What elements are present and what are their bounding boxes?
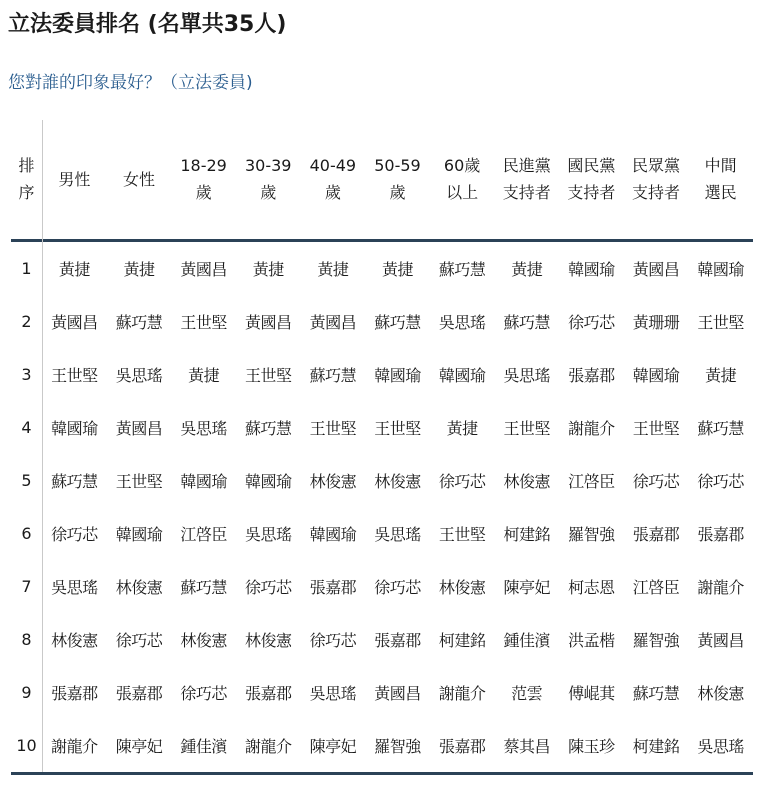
legislator-name-cell: 徐巧芯 <box>180 683 227 703</box>
legislator-name-cell: 吳思瑤 <box>374 524 421 544</box>
legislator-name-cell: 蘇巧慧 <box>51 471 98 491</box>
rank-number: 3 <box>21 364 32 384</box>
legislator-name-cell: 王世堅 <box>51 365 98 385</box>
legislator-name-cell: 黃國昌 <box>51 312 98 332</box>
column-header-line: 支持者 <box>502 183 551 203</box>
table-row <box>11 666 753 719</box>
column-header-line: 18-29 <box>180 156 227 176</box>
legislator-name-cell: 吳思瑤 <box>244 524 292 544</box>
column-header-line: 30-39 <box>244 156 292 176</box>
legislator-name-cell: 韓國瑜 <box>244 471 292 491</box>
legislator-name-cell: 王世堅 <box>438 524 486 544</box>
legislator-name-cell: 徐巧芯 <box>568 312 615 332</box>
legislator-name-cell: 韓國瑜 <box>438 365 486 385</box>
legislator-name-cell: 蘇巧慧 <box>244 418 292 438</box>
legislator-name-cell: 黃捷 <box>511 259 543 279</box>
column-header-line: 國民黨 <box>567 156 616 176</box>
legislator-name-cell: 韓國瑜 <box>51 418 98 438</box>
legislator-name-cell: 徐巧芯 <box>309 630 357 650</box>
legislator-name-cell: 韓國瑜 <box>568 259 615 279</box>
legislator-name-cell: 徐巧芯 <box>697 471 744 491</box>
rank-number: 2 <box>21 311 32 331</box>
column-header-line: 40-49 <box>309 156 357 176</box>
legislator-name-cell: 黃國昌 <box>632 259 680 279</box>
legislator-name-cell: 徐巧芯 <box>632 471 680 491</box>
legislator-name-cell: 張嘉郡 <box>115 683 163 703</box>
legislator-name-cell: 張嘉郡 <box>244 683 292 703</box>
legislator-name-cell: 吳思瑤 <box>180 418 227 438</box>
legislator-name-cell: 吳思瑤 <box>503 365 550 385</box>
column-header <box>171 120 236 240</box>
legislator-name-cell: 蘇巧慧 <box>115 312 163 332</box>
legislator-name-cell: 蘇巧慧 <box>632 683 680 703</box>
legislator-name-cell: 蘇巧慧 <box>438 259 486 279</box>
legislator-name-cell: 王世堅 <box>503 418 550 438</box>
table-row <box>11 454 753 507</box>
column-header-line: 支持者 <box>631 183 680 203</box>
legislator-name-cell: 陳亭妃 <box>301 719 366 774</box>
column-header <box>365 120 430 240</box>
legislator-name-cell: 謝龍介 <box>697 577 744 597</box>
column-header-line: 排 <box>18 156 35 176</box>
legislator-name-cell: 柯建銘 <box>503 524 550 544</box>
legislator-name-cell: 徐巧芯 <box>374 577 421 597</box>
column-header <box>688 120 753 240</box>
column-header <box>624 120 689 240</box>
column-header <box>301 120 366 240</box>
column-header-line: 民眾黨 <box>631 156 680 176</box>
column-header-line: 歲 <box>389 183 406 203</box>
legislator-name-cell: 黃珊珊 <box>632 312 680 332</box>
legislator-name-cell: 黃國昌 <box>244 312 292 332</box>
legislator-name-cell: 林俊憲 <box>180 630 227 650</box>
legislator-name-cell: 江啓臣 <box>180 524 227 544</box>
ranking-table-container <box>11 120 753 775</box>
legislator-name-cell: 陳玉珍 <box>559 719 624 774</box>
legislator-name-cell: 王世堅 <box>180 312 227 332</box>
rank-number: 4 <box>21 417 32 437</box>
legislator-name-cell: 傅崐萁 <box>568 683 615 703</box>
column-header-line: 女性 <box>122 169 155 189</box>
legislator-name-cell: 吳思瑤 <box>688 719 753 774</box>
legislator-name-cell: 林俊憲 <box>115 577 163 597</box>
legislator-name-cell: 吳思瑤 <box>115 365 163 385</box>
legislator-name-cell: 柯志恩 <box>568 577 615 597</box>
table-row <box>11 295 753 348</box>
legislator-name-cell: 韓國瑜 <box>180 471 227 491</box>
legislator-name-cell: 陳亭妃 <box>503 577 550 597</box>
table-row <box>11 240 753 295</box>
legislator-name-cell: 范雲 <box>511 683 543 703</box>
legislator-name-cell: 蘇巧慧 <box>309 365 357 385</box>
legislator-name-cell: 黃捷 <box>381 259 413 279</box>
legislator-name-cell: 蔡其昌 <box>494 719 559 774</box>
legislator-name-cell: 蘇巧慧 <box>503 312 550 332</box>
legislator-name-cell: 林俊憲 <box>244 630 292 650</box>
legislator-name-cell: 黃捷 <box>705 365 737 385</box>
legislator-name-cell: 江啓臣 <box>632 577 680 597</box>
legislator-name-cell: 吳思瑤 <box>309 683 357 703</box>
page-title: 立法委員排名 (名單共35人) <box>8 12 287 37</box>
legislator-name-cell: 羅智強 <box>632 630 680 650</box>
table-row <box>11 613 753 666</box>
legislator-name-cell: 徐巧芯 <box>438 471 486 491</box>
subtitle: 您對誰的印象最好？（立法委員) <box>8 73 253 93</box>
legislator-name-cell: 羅智強 <box>568 524 615 544</box>
legislator-name-cell: 張嘉郡 <box>430 719 495 774</box>
column-header-line: 選民 <box>704 183 737 203</box>
legislator-name-cell: 徐巧芯 <box>244 577 292 597</box>
legislator-name-cell: 徐巧芯 <box>51 524 98 544</box>
legislator-name-cell: 王世堅 <box>374 418 421 438</box>
legislator-name-cell: 王世堅 <box>632 418 680 438</box>
legislator-name-cell: 韓國瑜 <box>374 365 421 385</box>
legislator-name-cell: 張嘉郡 <box>697 524 744 544</box>
legislator-name-cell: 黃國昌 <box>374 683 421 703</box>
legislator-name-cell: 洪孟楷 <box>568 630 615 650</box>
legislator-name-cell: 張嘉郡 <box>632 524 680 544</box>
legislator-name-cell: 張嘉郡 <box>51 683 98 703</box>
column-header-line: 歲 <box>324 183 341 203</box>
legislator-name-cell: 韓國瑜 <box>115 524 163 544</box>
legislator-name-cell: 謝龍介 <box>236 719 301 774</box>
legislator-name-cell: 吳思瑤 <box>438 312 486 332</box>
legislator-name-cell: 黃國昌 <box>115 418 163 438</box>
column-header-line: 支持者 <box>567 183 616 203</box>
legislator-name-cell: 黃國昌 <box>697 630 744 650</box>
column-header <box>559 120 624 240</box>
rank-column-divider <box>42 120 43 772</box>
rank-number: 9 <box>21 682 32 702</box>
legislator-name-cell: 韓國瑜 <box>632 365 680 385</box>
column-header <box>107 120 172 240</box>
legislator-name-cell: 王世堅 <box>244 365 292 385</box>
legislator-name-cell: 林俊憲 <box>51 630 98 650</box>
legislator-name-cell: 林俊憲 <box>503 471 550 491</box>
legislator-name-cell: 徐巧芯 <box>115 630 163 650</box>
column-header-line: 歲 <box>195 183 212 203</box>
header-row <box>11 120 753 240</box>
legislator-name-cell: 鍾佳濱 <box>171 719 236 774</box>
table-row <box>11 560 753 613</box>
legislator-name-cell: 韓國瑜 <box>697 259 744 279</box>
legislator-name-cell: 謝龍介 <box>438 683 486 703</box>
legislator-name-cell: 張嘉郡 <box>374 630 421 650</box>
column-header-line: 民進黨 <box>502 156 551 176</box>
legislator-name-cell: 王世堅 <box>309 418 357 438</box>
legislator-name-cell: 黃捷 <box>446 418 478 438</box>
column-header <box>236 120 301 240</box>
legislator-name-cell: 黃捷 <box>123 259 155 279</box>
column-header <box>42 120 107 240</box>
legislator-name-cell: 鍾佳濱 <box>503 630 550 650</box>
header-rank <box>11 120 42 240</box>
legislator-name-cell: 王世堅 <box>697 312 744 332</box>
legislator-name-cell: 陳亭妃 <box>107 719 172 774</box>
table-row <box>11 507 753 560</box>
table-body <box>11 240 753 773</box>
legislator-name-cell: 蘇巧慧 <box>697 418 744 438</box>
rank-number: 6 <box>21 523 32 543</box>
column-header-line: 中間 <box>704 156 737 176</box>
table-row <box>11 401 753 454</box>
legislator-name-cell: 柯建銘 <box>438 630 486 650</box>
legislator-name-cell: 蘇巧慧 <box>180 577 227 597</box>
legislator-name-cell: 羅智強 <box>365 719 430 774</box>
legislator-name-cell: 謝龍介 <box>568 418 615 438</box>
legislator-name-cell: 林俊憲 <box>438 577 486 597</box>
legislator-name-cell: 林俊憲 <box>697 683 744 703</box>
rank-number: 5 <box>21 470 32 490</box>
legislator-name-cell: 黃捷 <box>252 259 284 279</box>
rank-number: 10 <box>11 719 42 774</box>
column-header-line: 序 <box>18 183 35 203</box>
legislator-name-cell: 王世堅 <box>115 471 163 491</box>
legislator-name-cell: 黃國昌 <box>309 312 357 332</box>
legislator-name-cell: 黃捷 <box>188 365 220 385</box>
legislator-name-cell: 林俊憲 <box>309 471 357 491</box>
column-header-line: 歲 <box>260 183 277 203</box>
legislator-name-cell: 黃捷 <box>317 259 349 279</box>
legislator-name-cell: 林俊憲 <box>374 471 421 491</box>
column-header-line: 60歲 <box>443 156 481 176</box>
column-header <box>430 120 495 240</box>
legislator-name-cell: 柯建銘 <box>624 719 689 774</box>
legislator-name-cell: 黃國昌 <box>180 259 227 279</box>
column-header <box>494 120 559 240</box>
legislator-name-cell: 張嘉郡 <box>568 365 615 385</box>
legislator-name-cell: 張嘉郡 <box>309 577 357 597</box>
ranking-table <box>11 120 753 775</box>
legislator-name-cell: 韓國瑜 <box>309 524 357 544</box>
rank-number: 7 <box>21 576 32 596</box>
column-header-line: 50-59 <box>374 156 421 176</box>
column-header-line: 男性 <box>58 169 91 189</box>
table-row <box>11 719 753 774</box>
legislator-name-cell: 吳思瑤 <box>51 577 98 597</box>
legislator-name-cell: 江啓臣 <box>568 471 615 491</box>
column-header-line: 以上 <box>446 183 479 203</box>
legislator-name-cell: 謝龍介 <box>42 719 107 774</box>
rank-number: 8 <box>21 629 32 649</box>
table-row <box>11 348 753 401</box>
legislator-name-cell: 黃捷 <box>58 259 90 279</box>
rank-number: 1 <box>21 258 32 278</box>
legislator-name-cell: 蘇巧慧 <box>374 312 421 332</box>
